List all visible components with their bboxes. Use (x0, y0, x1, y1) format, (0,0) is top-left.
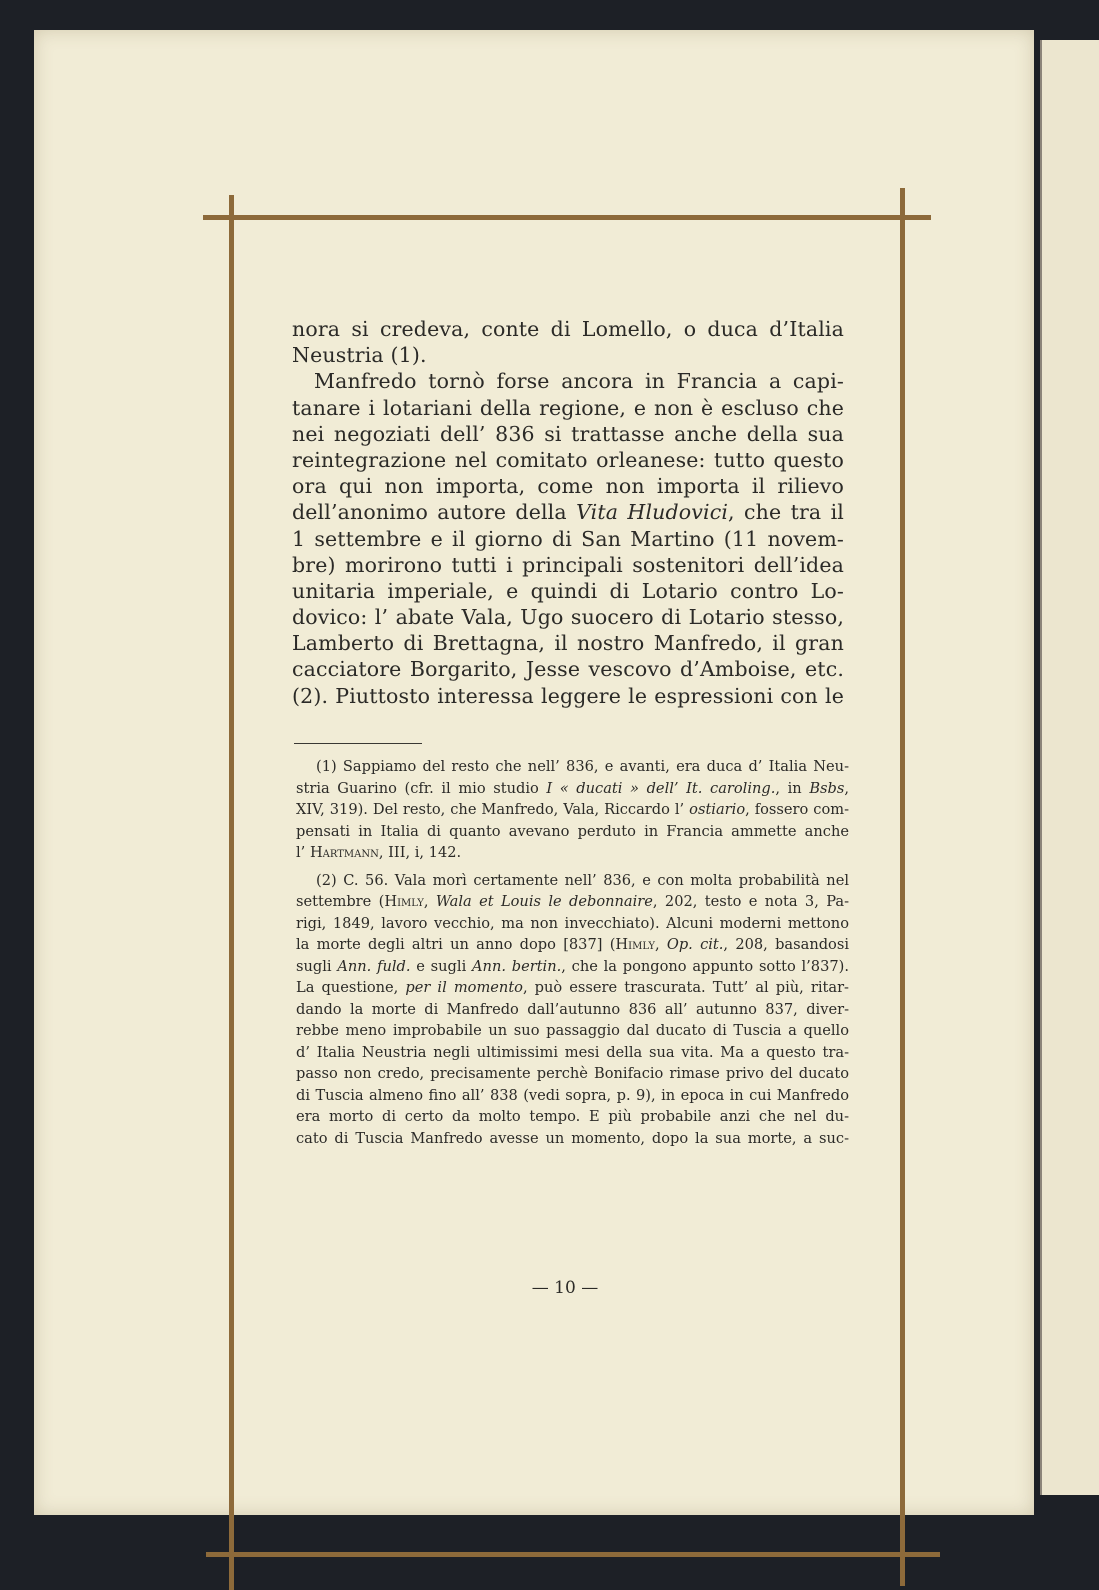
text-line: tanare i lotariani della regione, e non è escluso che (292, 395, 844, 420)
text-span: , 208, basandosi (723, 936, 850, 953)
text-line: nei negoziati dell’ 836 si trattasse anche della sua (292, 421, 844, 446)
author-name: Himly (384, 893, 424, 910)
work-title: Op. cit. (666, 936, 724, 953)
text-span: La questione, (296, 979, 406, 996)
work-title: Wala et Louis le debonnaire (435, 893, 653, 910)
text-span: , (844, 779, 849, 797)
footnote-line: di Tuscia almeno fino all’ 838 (vedi sopra, p. 9), in epoca in cui Manfredo (296, 1086, 849, 1104)
work-title: ostiario (689, 801, 746, 818)
text-line (292, 499, 844, 525)
author-name: Hartmann (309, 844, 379, 861)
footnote-line: cato di Tuscia Manfredo avesse un momento, dopo la sua morte, a suc- (296, 1129, 849, 1147)
text-span: , III, i, 142. (378, 844, 462, 861)
footnote-line (296, 891, 849, 913)
text-span: , 202, testo e nota 3, Pa- (652, 893, 849, 910)
work-title: Ann. fuld. (337, 957, 411, 975)
work-title: I « ducati » dell’ It. caroling. (546, 779, 776, 797)
text-line: ora qui non importa, come non importa il rilievo (292, 474, 844, 499)
emphasis: per il momento (405, 979, 523, 996)
footnotes (296, 756, 849, 1149)
text-line: dovico: l’ abate Vala, Ugo suocero di Lotario stesso, (292, 605, 844, 630)
frame-top-rule (203, 215, 931, 220)
footnote-separator (294, 743, 422, 744)
footnote-line (296, 977, 849, 999)
text-line: Neustria (1). (292, 343, 427, 368)
text-line: unitaria imperiale, e quindi di Lotario contro Lo- (292, 578, 844, 603)
frame-right-rule (900, 188, 905, 1586)
text-span: dell’anonimo autore della (292, 500, 577, 525)
text-span: la morte degli altri un anno dopo [837] ( (296, 936, 616, 953)
footnote-line (296, 799, 849, 821)
text-span: , (654, 936, 667, 953)
text-span: sugli (296, 957, 338, 975)
text-span: , (423, 893, 436, 910)
frame-bottom-rule (206, 1552, 940, 1557)
footnote-line (296, 934, 849, 956)
text-line: nora si credeva, conte di Lomello, o duca d’Italia (292, 317, 844, 341)
footnote-line: rebbe meno improbabile un suo passaggio dal ducato di Tuscia a quello (296, 1022, 849, 1039)
text-span: , che tra il (728, 500, 844, 525)
footnote-line: (1) Sappiamo del resto che nell’ 836, e avanti, era duca d’ Italia Neu- (316, 758, 849, 775)
footnote-line (296, 842, 849, 864)
text-line: Manfredo tornò forse ancora in Francia a capi- (314, 369, 844, 394)
text-line: bre) morirono tutti i principali sostenitori dell’idea (292, 552, 844, 577)
footnote-line: (2) C. 56. Vala morì certamente nell’ 836, e con molta probabilità nel (316, 871, 849, 889)
next-page-edge (1040, 40, 1099, 1495)
footnote-line: rigi, 1849, lavoro vecchio, ma non invecchiato). Alcuni moderni mettono (296, 914, 849, 932)
footnote-line: dando la morte di Manfredo dall’autunno 836 all’ autunno 837, diver- (296, 1000, 849, 1018)
text-span: , può essere trascurata. Tutt’ al più, ritar- (522, 979, 849, 996)
text-span: , che la pongono appunto sotto l’837). (561, 957, 849, 975)
page-number: — 10 — (531, 1278, 599, 1298)
footnote-line: d’ Italia Neustria negli ultimissimi mesi della sua vita. Ma a questo tra- (296, 1043, 849, 1061)
text-span: XIV, 319). Del resto, che Manfredo, Vala, Riccardo l’ (296, 801, 690, 818)
text-line: Lamberto di Brettagna, il nostro Manfredo, il gran (292, 631, 844, 656)
text-line: reintegrazione nel comitato orleanese: tutto questo (292, 447, 844, 472)
frame-left-rule (229, 195, 234, 1590)
work-title: Vita Hludovici (576, 500, 729, 525)
text-span: , in (775, 779, 810, 797)
work-title: Ann. bertin. (472, 957, 562, 975)
main-text (292, 316, 844, 709)
footnote-line: era morto di certo da molto tempo. E più probabile anzi che nel du- (296, 1108, 849, 1125)
text-span: , fossero com- (745, 801, 850, 818)
work-title: Bsbs (809, 779, 845, 797)
text-span: l’ (296, 844, 310, 861)
text-span: settembre ( (296, 893, 385, 910)
footnote-line (296, 778, 849, 800)
text-line: cacciatore Borgarito, Jesse vescovo d’Amboise, etc. (292, 657, 844, 682)
footnote-line: passo non credo, precisamente perchè Bonifacio rimase privo del ducato (296, 1065, 849, 1082)
author-name: Himly (615, 936, 655, 953)
text-span: e sugli (410, 957, 472, 975)
footnote-line (296, 956, 849, 978)
text-span: stria Guarino (cfr. il mio studio (296, 779, 547, 797)
text-line: 1 settembre e il giorno di San Martino (11 novem- (292, 526, 844, 551)
footnote-line: pensati in Italia di quanto avevano perduto in Francia ammette anche (296, 822, 849, 840)
text-line: (2). Piuttosto interessa leggere le espressioni con le (292, 683, 844, 708)
